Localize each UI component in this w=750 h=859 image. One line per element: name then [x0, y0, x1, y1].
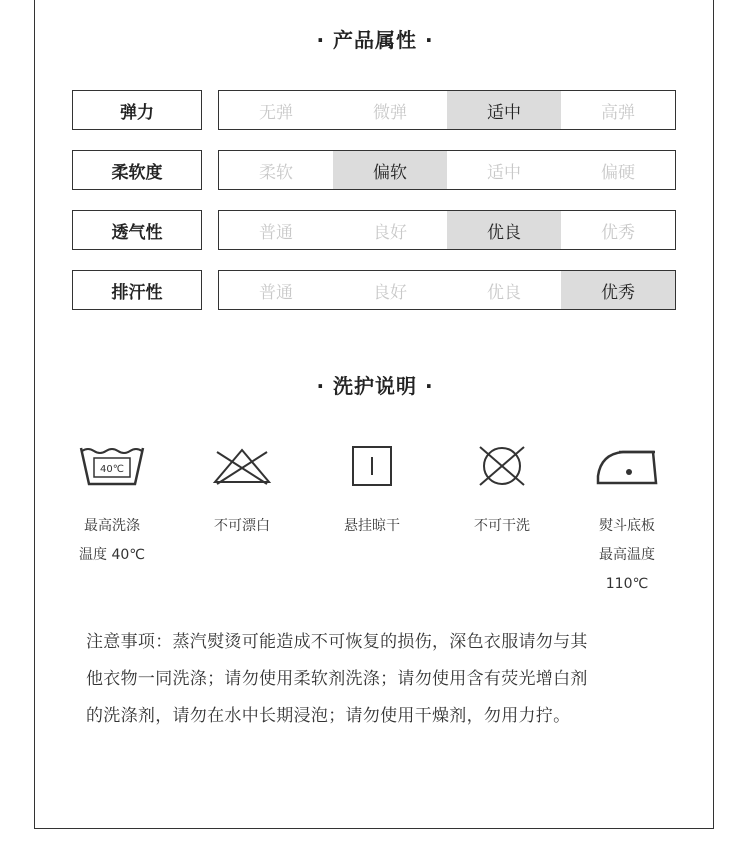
attributes-title: · 产品属性 · [316, 28, 434, 52]
care-label-line: 熨斗底板 [599, 518, 655, 534]
attr-level: 适中 [487, 162, 521, 183]
attr-level: 柔软 [259, 162, 293, 183]
care-label-line: 最高温度 [599, 547, 655, 563]
attr-row-elasticity [72, 90, 676, 130]
attr-levels [218, 150, 676, 190]
care-label [177, 512, 307, 541]
attr-levels [218, 90, 676, 130]
attr-level: 高弹 [601, 102, 635, 123]
attr-level: 优良 [447, 211, 561, 249]
care-item-iron [562, 438, 692, 599]
no-bleach-icon [177, 438, 307, 494]
attr-level: 无弹 [259, 102, 293, 123]
note-line: 他衣物一同洗涤；请勿使用柔软剂洗涤；请勿使用含有荧光增白剂 [86, 669, 588, 689]
care-label [307, 512, 437, 541]
attr-name: 柔软度 [72, 150, 202, 190]
attr-level: 优良 [487, 282, 521, 303]
care-label-line: 不可干洗 [474, 518, 530, 534]
attr-level: 偏软 [333, 151, 447, 189]
care-title: · 洗护说明 · [316, 374, 434, 398]
care-note [86, 624, 686, 735]
attr-level: 优秀 [561, 271, 675, 309]
attr-row-softness [72, 150, 676, 190]
attr-row-breathability [72, 210, 676, 250]
care-item-no-bleach [177, 438, 307, 541]
attr-level: 偏硬 [601, 162, 635, 183]
attr-level: 优秀 [601, 222, 635, 243]
attr-level: 普通 [259, 282, 293, 303]
care-item-no-tumble-dry [437, 438, 567, 541]
care-label-line: 悬挂晾干 [344, 518, 400, 534]
attr-name: 透气性 [72, 210, 202, 250]
note-line: 注意事项：蒸汽熨烫可能造成不可恢复的损伤，深色衣服请勿与其 [86, 632, 588, 652]
care-label-line: 110℃ [605, 576, 649, 592]
attr-level: 适中 [447, 91, 561, 129]
wash-tub-icon [47, 438, 177, 494]
attr-name: 排汗性 [72, 270, 202, 310]
attr-name: 弹力 [72, 90, 202, 130]
care-label-line: 温度 40℃ [79, 547, 145, 563]
care-label-line: 最高洗涤 [84, 518, 140, 534]
attr-level: 良好 [373, 282, 407, 303]
wash-temp-label: 40℃ [100, 464, 124, 475]
line-dry-icon [307, 438, 437, 494]
attr-level: 良好 [373, 222, 407, 243]
care-label [562, 512, 692, 599]
attr-row-sweat-wicking [72, 270, 676, 310]
care-label [437, 512, 567, 541]
attr-levels [218, 270, 676, 310]
no-tumble-dry-icon [437, 438, 567, 494]
attr-level: 普通 [259, 222, 293, 243]
iron-icon [562, 438, 692, 494]
attr-level: 微弹 [373, 102, 407, 123]
attr-levels [218, 210, 676, 250]
care-label [47, 512, 177, 570]
care-item-line-dry [307, 438, 437, 541]
note-line: 的洗涤剂，请勿在水中长期浸泡；请勿使用干燥剂，勿用力拧。 [86, 706, 571, 726]
care-label-line: 不可漂白 [214, 518, 270, 534]
care-item-wash [47, 438, 177, 570]
